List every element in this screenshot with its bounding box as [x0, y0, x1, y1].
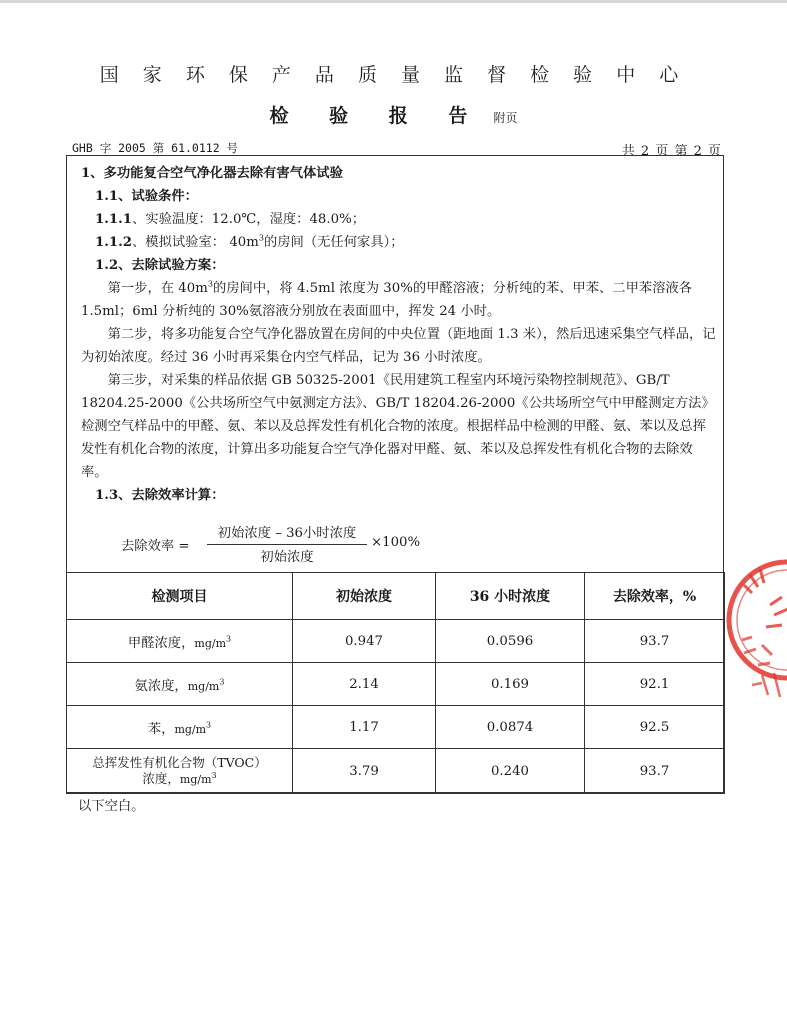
row-36h: 0.169: [436, 663, 585, 706]
item-unit: mg/m: [179, 772, 212, 786]
header-efficiency: 去除效率，%: [585, 573, 725, 620]
fraction-bar: [207, 544, 367, 545]
item-name-line2: 浓度，: [142, 770, 180, 786]
report-content-box: [66, 155, 724, 793]
superscript-3: 3: [226, 634, 232, 644]
step-2: 第二步，将多功能复合空气净化器放置在房间的中央位置（距地面 1.3 米），然后迅速采集空气样品，记为初始浓度。经过 36 小时再采集仓内空气样品，记为 36 小时浓度。: [81, 327, 716, 365]
row-item: [67, 749, 293, 794]
item-unit: mg/m: [187, 679, 220, 693]
superscript-3: 3: [219, 677, 225, 687]
superscript-3: 3: [258, 233, 264, 243]
item-name: 苯，: [147, 721, 175, 737]
condition-2-text-a: 、模拟试验室： 40m: [132, 235, 259, 250]
item-unit: mg/m: [194, 636, 226, 650]
row-36h: 0.240: [436, 749, 585, 794]
condition-2-label: 1.1.2: [95, 235, 133, 250]
condition-temperature: [81, 208, 717, 231]
item-name: 氨浓度，: [134, 678, 188, 694]
section-heading: 1、多功能复合空气净化器去除有害气体试验: [81, 166, 343, 181]
row-efficiency: 93.7: [585, 620, 725, 663]
header-initial: 初始浓度: [293, 573, 436, 620]
table-row: [67, 663, 725, 706]
condition-1-label: 1.1.1: [95, 212, 133, 227]
superscript-3: 3: [207, 279, 213, 289]
table-row: [67, 706, 725, 749]
formula-multiplier: ×100%: [371, 535, 421, 550]
page-count: 共 2 页 第 2 页: [621, 144, 722, 159]
row-initial: 2.14: [293, 663, 436, 706]
step-3: 第三步，对采集的样品依据 GB 50325-2001《民用建筑工程室内环境污染物控制规范》、GB/T 18204.25-2000《公共场所空气中氨测定方法》、GB/T 18204.26-2000《公共场所空气中甲醛测定方法》检测空气样品中的甲醛、氨、苯以及总挥发性有机化合物的浓度。根据样品中检测的甲醛、氨、苯以及总挥发性有机化合物的浓度，计算出多功能复合空气净化器对甲醛、氨、苯以及总挥发性有机化合物的去除效率。: [81, 373, 715, 480]
formula-lhs: 去除效率 =: [121, 539, 190, 554]
row-efficiency: 92.5: [585, 706, 725, 749]
item-name: 甲醛浓度，: [127, 635, 195, 651]
step-1: [81, 277, 717, 323]
official-seal-stamp: [722, 545, 787, 725]
condition-1-text: 、实验温度：12.0℃，湿度：48.0%；: [132, 212, 366, 227]
row-initial: 3.79: [293, 749, 436, 794]
row-item: [67, 663, 293, 706]
condition-room: [81, 231, 717, 254]
report-body: [81, 162, 717, 507]
organization-name: 国 家 环 保 产 品 质 量 监 督 检 验 中 心: [99, 64, 688, 86]
report-number: GHB 字 2005 第 61.0112 号: [72, 141, 239, 155]
superscript-3: 3: [206, 720, 212, 730]
step-1-text-a: 第一步，在 40m: [107, 281, 208, 296]
condition-2-text-b: 的房间（无任何家具）；: [263, 235, 404, 250]
scan-edge-line: [0, 0, 787, 3]
row-item: [67, 620, 293, 663]
formula-numerator: 初始浓度 – 36小时浓度: [217, 526, 357, 541]
header-36h: 36 小时浓度: [436, 573, 585, 620]
results-table: [66, 572, 725, 794]
row-efficiency: 92.1: [585, 663, 725, 706]
efficiency-formula: [121, 522, 521, 568]
blank-below-note: 以下空白。: [78, 799, 145, 814]
row-36h: 0.0596: [436, 620, 585, 663]
item-unit: mg/m: [174, 722, 207, 736]
superscript-3: 3: [211, 770, 217, 780]
row-initial: 0.947: [293, 620, 436, 663]
report-title: 检 验 报 告: [269, 105, 485, 127]
table-row: [67, 620, 725, 663]
row-initial: 1.17: [293, 706, 436, 749]
formula-denominator: 初始浓度: [260, 550, 314, 565]
conditions-heading: 1.1、试验条件：: [95, 189, 198, 204]
table-header-row: [67, 573, 725, 620]
row-36h: 0.0874: [436, 706, 585, 749]
row-efficiency: 93.7: [585, 749, 725, 794]
header-item: 检测项目: [67, 573, 293, 620]
calc-heading: 1.3、去除效率计算：: [95, 488, 225, 503]
report-title-sub: 附页: [493, 111, 518, 125]
report-title-block: [0, 101, 787, 128]
table-row: [67, 749, 725, 794]
step-1-text-b: 的房间中，将 4.5ml 浓度为 30%的甲醛溶液；分析纯的苯、甲苯、二甲苯溶液各 1.5ml；6ml 分析纯的 30%氨溶液分别放在表面皿中，挥发 24 小时。: [81, 281, 693, 319]
item-name-line1: 总挥发性有机化合物（TVOC）: [92, 754, 267, 770]
row-item: [67, 706, 293, 749]
method-heading: 1.2、去除试验方案：: [95, 258, 225, 273]
